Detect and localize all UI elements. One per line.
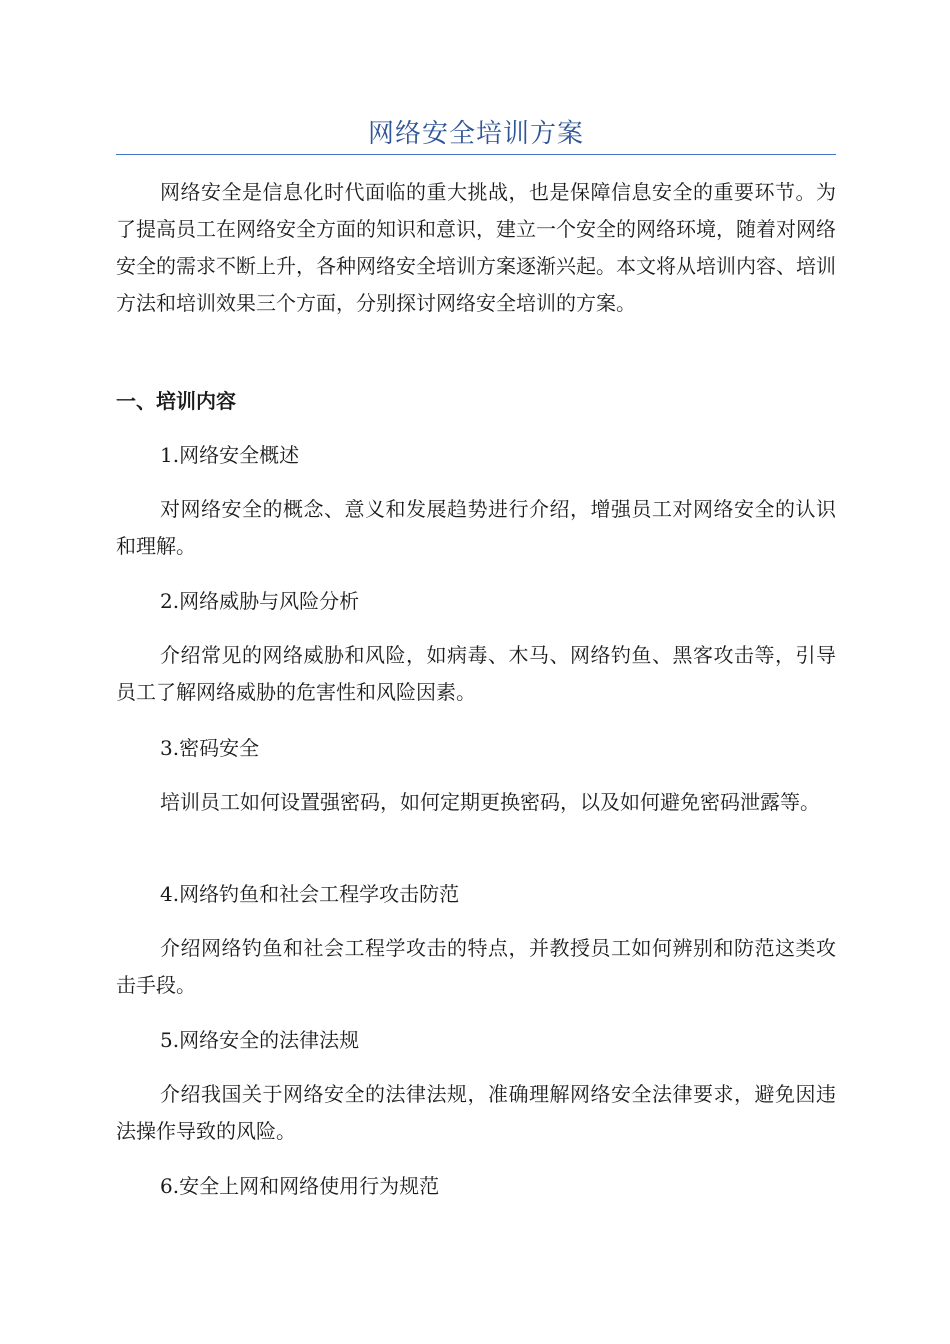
item-body-1: 对网络安全的概念、意义和发展趋势进行介绍，增强员工对网络安全的认识和理解。 (116, 497, 836, 558)
item-heading-5: 5.网络安全的法律法规 (160, 1028, 360, 1052)
item-heading-6: 6.安全上网和网络使用行为规范 (160, 1174, 440, 1198)
item-body-4: 介绍网络钓鱼和社会工程学攻击的特点，并教授员工如何辨别和防范这类攻击手段。 (116, 936, 836, 997)
section-heading-training-content: 一、培训内容 (116, 389, 236, 413)
item-heading-4: 4.网络钓鱼和社会工程学攻击防范 (160, 882, 460, 906)
item-body-3: 培训员工如何设置强密码，如何定期更换密码，以及如何避免密码泄露等。 (160, 790, 820, 814)
item-heading-1: 1.网络安全概述 (160, 443, 300, 467)
item-heading-3: 3.密码安全 (160, 736, 260, 760)
item-heading-2: 2.网络威胁与风险分析 (160, 589, 360, 613)
item-body-5: 介绍我国关于网络安全的法律法规，准确理解网络安全法律要求，避免因违法操作导致的风险。 (116, 1082, 836, 1143)
item-body-2: 介绍常见的网络威胁和风险，如病毒、木马、网络钓鱼、黑客攻击等，引导员工了解网络威胁的危害性和风险因素。 (116, 643, 836, 704)
intro-paragraph: 网络安全是信息化时代面临的重大挑战，也是保障信息安全的重要环节。为了提高员工在网络安全方面的知识和意识，建立一个安全的网络环境，随着对网络安全的需求不断上升，各种网络安全培训方案逐渐兴起。本文将从培训内容、培训方法和培训效果三个方面，分别探讨网络安全培训的方案。 (116, 180, 836, 315)
document-title: 网络安全培训方案 (367, 119, 584, 149)
title-underline (116, 154, 836, 155)
